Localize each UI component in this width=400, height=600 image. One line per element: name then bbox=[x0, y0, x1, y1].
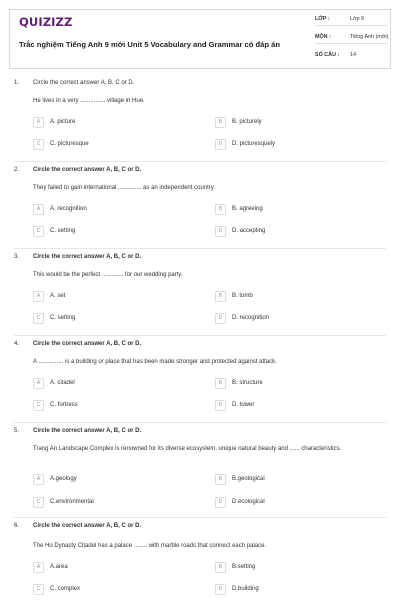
option-text: D.ecological bbox=[232, 499, 265, 505]
option-letter-badge: B bbox=[215, 204, 226, 215]
meta-value: 14 bbox=[350, 52, 356, 58]
question-number: 1. bbox=[14, 80, 20, 86]
option-text: C. setting bbox=[50, 315, 76, 321]
option-text: B. agreeing bbox=[232, 206, 263, 212]
option-text: D. tower bbox=[232, 402, 255, 408]
option-letter-badge: D bbox=[215, 226, 226, 237]
option-letter-badge: C bbox=[33, 497, 44, 508]
option-text: D.building bbox=[232, 586, 259, 592]
meta-row-subject bbox=[308, 32, 392, 44]
meta-divider bbox=[315, 25, 388, 26]
option-text: C.environmental bbox=[50, 499, 94, 505]
option-letter-badge: B bbox=[215, 291, 226, 302]
question-instruction: Circle the correct answer A, B, C or D. bbox=[33, 523, 142, 529]
option-text: A. recognition bbox=[50, 206, 87, 212]
worksheet-header bbox=[9, 9, 391, 69]
question-instruction: Circle the correct answer A, B, C or D. bbox=[33, 80, 135, 86]
option-letter-badge: D bbox=[215, 400, 226, 411]
option-text: A. set bbox=[50, 293, 66, 299]
question-instruction: Circle the correct answer A, B, C or D. bbox=[33, 167, 142, 173]
option-letter-badge: C bbox=[33, 226, 44, 237]
option-letter-badge: A bbox=[33, 562, 44, 573]
question-number: 4. bbox=[14, 341, 20, 347]
option-text: B.geological bbox=[232, 476, 265, 482]
option-text: B.setting bbox=[232, 564, 256, 570]
meta-divider bbox=[315, 43, 388, 44]
question-sentence: Trang An Landscape Complex is renowned for its diverse ecosystem, unique natural beauty and ...... characteristics. bbox=[33, 446, 342, 452]
option-letter-badge: A bbox=[33, 291, 44, 302]
option-letter-badge: B bbox=[215, 117, 226, 128]
option-letter-badge: A bbox=[33, 117, 44, 128]
question-instruction: Circle the correct answer A, B, C or D. bbox=[33, 254, 142, 260]
question-divider bbox=[14, 517, 386, 518]
question-divider bbox=[14, 161, 386, 162]
option-text: C. picturesque bbox=[50, 141, 89, 147]
question-sentence: The Ho Dynasty Citadel has a palace ........ with marble roads that connect each palace. bbox=[33, 543, 267, 549]
option-letter-badge: C bbox=[33, 584, 44, 595]
option-letter-badge: C bbox=[33, 313, 44, 324]
option-letter-badge: D bbox=[215, 497, 226, 508]
meta-row-question-count bbox=[308, 50, 392, 62]
meta-value: Lớp 9 bbox=[350, 16, 365, 22]
option-text: B. picturely bbox=[232, 119, 262, 125]
question-number: 6. bbox=[14, 523, 20, 529]
option-text: D. recognition bbox=[232, 315, 270, 321]
option-text: A. citadel bbox=[50, 380, 75, 386]
meta-key: SỐ CÂU : bbox=[315, 52, 340, 58]
option-letter-badge: B bbox=[215, 378, 226, 389]
option-letter-badge: B bbox=[215, 562, 226, 573]
question-divider bbox=[14, 335, 386, 336]
question-instruction: Circle the correct answer A, B, C or D. bbox=[33, 428, 142, 434]
meta-row-grade bbox=[308, 14, 392, 26]
option-text: C. fortress bbox=[50, 402, 78, 408]
option-letter-badge: A bbox=[33, 474, 44, 485]
option-letter-badge: D bbox=[215, 313, 226, 324]
meta-value: Tiếng Anh (mới) bbox=[350, 34, 389, 40]
question-number: 3. bbox=[14, 254, 20, 260]
option-letter-badge: D bbox=[215, 584, 226, 595]
quizizz-logo: QUIZIZZ bbox=[19, 15, 73, 29]
question-sentence: They failed to gain international .............. as an independent country. bbox=[33, 185, 216, 191]
worksheet-title: Trắc nghiệm Tiếng Anh 9 mới Unit 5 Vocabulary and Grammar có đáp án bbox=[19, 40, 280, 49]
option-letter-badge: C bbox=[33, 139, 44, 150]
option-text: A. picture bbox=[50, 119, 76, 125]
option-text: A.geology bbox=[50, 476, 77, 482]
option-letter-badge: B bbox=[215, 474, 226, 485]
question-instruction: Circle the correct answer A, B, C or D. bbox=[33, 341, 142, 347]
option-text: C. complex bbox=[50, 586, 81, 592]
question-number: 2. bbox=[14, 167, 20, 173]
option-text: A.area bbox=[50, 564, 68, 570]
option-text: D. picturesquely bbox=[232, 141, 276, 147]
option-letter-badge: A bbox=[33, 204, 44, 215]
option-text: C. setting bbox=[50, 228, 76, 234]
option-text: B. structure bbox=[232, 380, 263, 386]
question-sentence: He lives in a very ............... village in Hue. bbox=[33, 98, 145, 104]
question-sentence: A ............... is a building or place that has been made stronger and protected against attack. bbox=[33, 359, 277, 365]
meta-key: MÔN : bbox=[315, 34, 331, 40]
worksheet-meta bbox=[308, 10, 392, 70]
question-divider bbox=[14, 248, 386, 249]
question-divider bbox=[14, 422, 386, 423]
question-number: 5. bbox=[14, 428, 20, 434]
option-letter-badge: D bbox=[215, 139, 226, 150]
meta-key: LỚP : bbox=[315, 16, 330, 22]
option-letter-badge: C bbox=[33, 400, 44, 411]
option-letter-badge: A bbox=[33, 378, 44, 389]
question-sentence: This would be the perfect ............. for our wedding party. bbox=[33, 272, 183, 278]
option-text: D. accepting bbox=[232, 228, 266, 234]
option-text: B. tomb bbox=[232, 293, 253, 299]
